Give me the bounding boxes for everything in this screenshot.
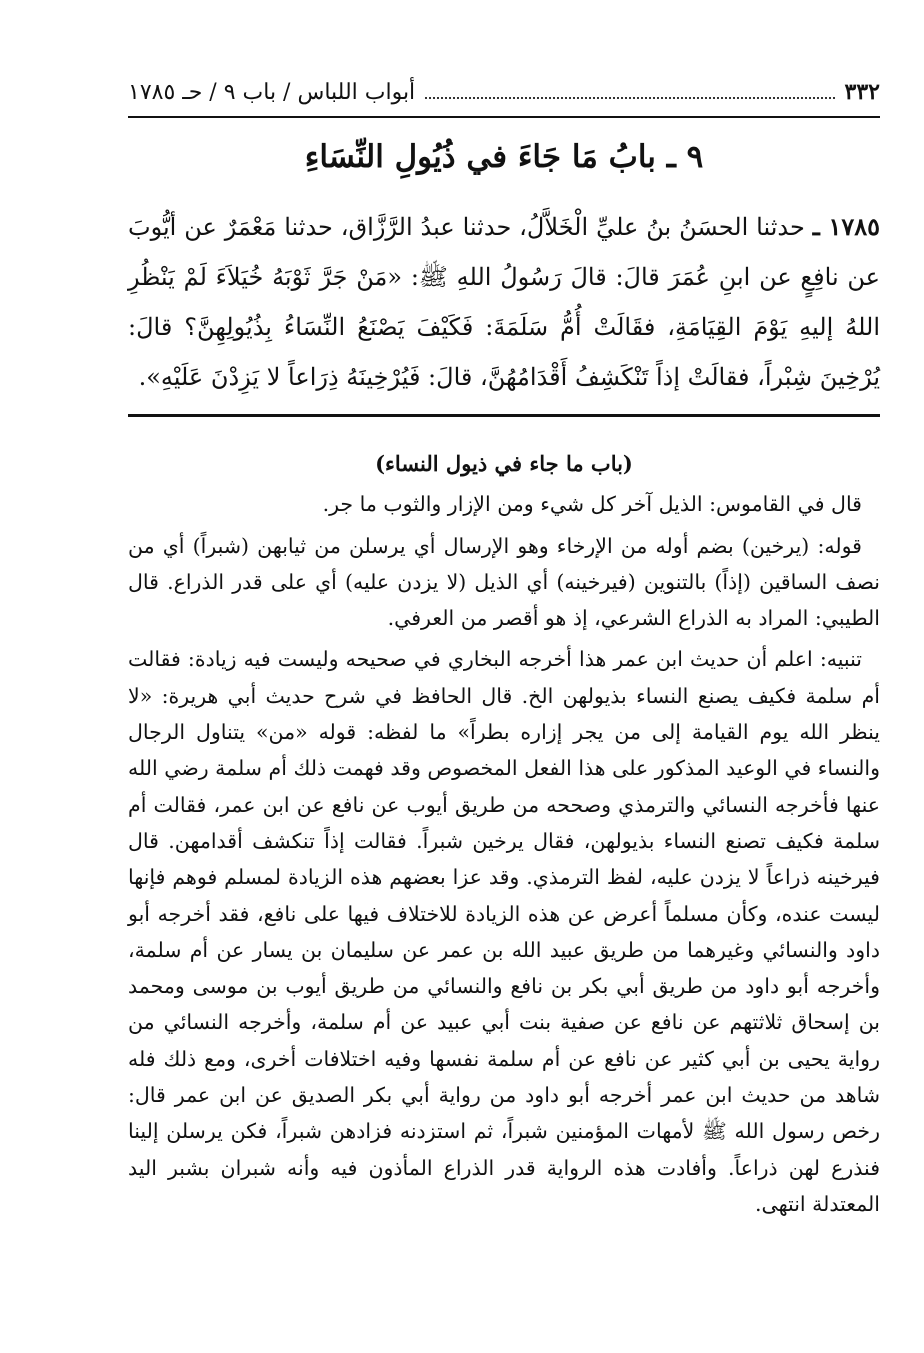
chapter-title: ٩ ـ بابُ مَا جَاءَ في ذُيُولِ النِّسَاءِ [304, 139, 704, 175]
commentary-paragraph: تنبيه: اعلم أن حديث ابن عمر هذا أخرجه البخاري في صحيحه وليست فيه زيادة: فقالت أم سلمة فكيف يصنع النساء بذيولهن الخ. قال الحافظ في شرح حديث أبي هريرة: «لا ينظر الله يوم القيامة إلى من يجر إزاره بطراً» ما لفظه: قوله «من» يتناول الرجال والنساء في الوعيد المذكور على هذا الفعل المخصوص وقد فهمت ذلك أم سلمة رضي الله عنها فأخرجه النسائي والترمذي وصححه من طريق أيوب عن نافع عن ابن عمر، فقالت أم سلمة فكيف تصنع النساء بذيولهن، فقال يرخين شبراً. فقالت إذاً تنكشف أقدامهن. قال فيرخينه ذراعاً لا يزدن عليه، لفظ الترمذي. وقد عزا بعضهم هذه الزيادة لمسلم فوهم فإنها ليست عنده، وكأن مسلماً أعرض عن هذه الزيادة للاختلاف فيها على نافع، فقد أخرجه أبو داود والنسائي وغيرهما من طريق عبيد الله بن عمر عن سليمان بن يسار عن أم سلمة، وأخرجه أبو داود من طريق أبي بكر بن نافع والنسائي من طريق أيوب بن موسى ومحمد بن إسحاق ثلاثتهم عن نافع عن صفية بنت أبي عبيد عن أم سلمة، وأخرجه النسائي من رواية يحيى بن أبي كثير عن نافع عن أم سلمة نفسها وفيه اختلافات أخرى، ومع ذلك فله شاهد من حديث ابن عمر أخرجه أبو داود من رواية أبي بكر الصديق عن ابن عمر قال: رخص رسول الله ﷺ لأمهات المؤمنين شبراً، ثم استزدنه فزادهن شبراً، فكن يرسلن إلينا فنذرع لهن ذراعاً. وأفادت هذه الرواية قدر الذراع المأذون فيه وأنه شبران بشبر اليد المعتدلة انتهى. [128, 647, 880, 1216]
commentary [128, 446, 880, 1227]
footnote-divider [128, 414, 880, 417]
hadith-text [128, 202, 880, 402]
hadith-number: ١٧٨٥ ـ [812, 212, 880, 241]
header-rule [128, 116, 880, 118]
page-number: ٣٣٢ [844, 79, 880, 105]
hadith-body: حدثنا الحسَنُ بنُ عليِّ الْخَلاَّلُ، حدثنا عبدُ الرَّزَّاق، حدثنا مَعْمَرٌ عن أيُّوبَ عن نافِعٍ عن ابنِ عُمَرَ قالَ: قالَ رَسُولُ اللهِ ﷺ: «مَنْ جَرَّ ثَوْبَهُ خُيَلاَءَ لَمْ يَنْظُرِ اللهُ إليهِ يَوْمَ القِيَامَةِ، فقَالَتْ أُمُّ سَلَمَةَ: فَكَيْفَ يَصْنَعُ النِّسَاءُ بِذُيُولِهِنَّ؟ قالَ: يُرْخِينَ شِبْراً، فقالَتْ إذاً تَنْكَشِفُ أَقْدَامُهُنَّ، قالَ: فَيُرْخِينَهُ ذِرَاعاً لا يَزِدْنَ عَلَيْهِ». [128, 213, 880, 391]
running-head [128, 72, 880, 112]
commentary-title: (باب ما جاء في ذيول النساء) [375, 451, 633, 476]
dotted-leader [425, 97, 834, 99]
commentary-paragraph: قال في القاموس: الذيل آخر كل شيء ومن الإزار والثوب ما جر. [322, 492, 862, 517]
running-head-title: أبواب اللباس / باب ٩ / حـ ١٧٨٥ [128, 79, 416, 105]
commentary-paragraph: قوله: (يرخين) بضم أوله من الإرخاء وهو الإرسال أي يرسلن من ثيابهن (شبراً) أي من نصف الساقين (إذاً) بالتنوين (فيرخينه) أي الذيل (لا يزدن عليه) أي على قدر الذراع. قال الطيبي: المراد به الذراع الشرعي، إذ هو أقصر من العرفي. [128, 533, 880, 631]
